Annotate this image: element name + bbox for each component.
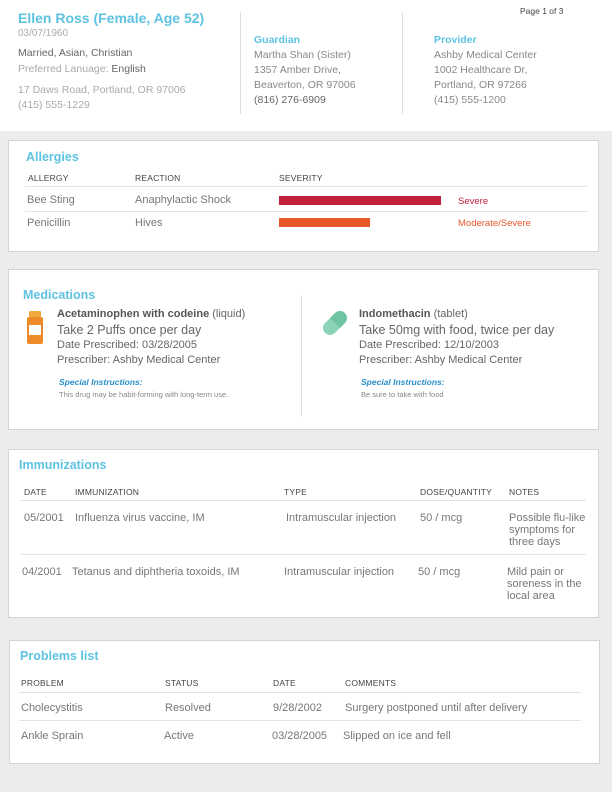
table-rule	[21, 554, 586, 555]
column-header-severity: SEVERITY	[279, 173, 323, 183]
medication-date: Date Prescribed: 03/28/2005	[57, 339, 198, 351]
immunization-name: Influenza virus vaccine, IM	[75, 512, 205, 524]
table-rule	[19, 692, 581, 693]
immunization-date: 04/2001	[22, 566, 62, 578]
provider-phone: (415) 555-1200	[434, 94, 506, 106]
language-label: Preferred Lanuage:	[18, 63, 109, 75]
immunizations-title: Immunizations	[19, 458, 107, 472]
immunization-dose: 50 / mcg	[418, 566, 461, 578]
severity-bar	[279, 196, 441, 205]
header-divider	[402, 12, 403, 114]
medications-card	[8, 269, 599, 430]
column-header-date: DATE	[273, 678, 296, 688]
immunizations-card	[8, 449, 599, 618]
severity-bar	[279, 218, 370, 227]
patient-address: 17 Daws Road, Portland, OR 97006	[18, 84, 186, 96]
immunization-name: Tetanus and diphtheria toxoids, IM	[72, 566, 240, 578]
guardian-name: Martha Shan (Sister)	[254, 49, 351, 61]
provider-city: Portland, OR 97266	[434, 79, 527, 91]
table-rule	[25, 211, 587, 212]
medication-divider	[301, 295, 302, 417]
column-header-notes: NOTES	[509, 487, 540, 497]
allergy-name: Bee Sting	[27, 194, 75, 206]
allergies-title: Allergies	[26, 150, 79, 164]
problem-name: Cholecystitis	[21, 702, 83, 714]
column-header-status: STATUS	[165, 678, 199, 688]
immunization-date: 05/2001	[24, 512, 64, 524]
guardian-city: Beaverton, OR 97006	[254, 79, 356, 91]
problem-date: 03/28/2005	[272, 730, 328, 742]
problems-card	[9, 640, 600, 764]
problems-title: Problems list	[20, 649, 99, 663]
column-header-date: DATE	[24, 487, 47, 497]
medication-dose: Take 2 Puffs once per day	[57, 323, 202, 337]
special-instructions-label: Special Instructions:	[361, 377, 445, 387]
medication-name: Acetaminophen with codeine (liquid)	[57, 308, 246, 320]
medication-prescriber: Prescriber: Ashby Medical Center	[57, 354, 221, 366]
immunization-notes: Possible flu-like symptoms for three days	[509, 512, 586, 548]
problem-comments: Surgery postponed until after delivery	[345, 702, 528, 714]
problem-date: 9/28/2002	[273, 702, 322, 714]
guardian-street: 1357 Amber Drive,	[254, 64, 341, 76]
provider-heading: Provider	[434, 34, 477, 46]
medication-prescriber: Prescriber: Ashby Medical Center	[359, 354, 523, 366]
liquid-bottle-icon	[26, 311, 44, 345]
special-instructions-label: Special Instructions:	[59, 377, 143, 387]
column-header-type: TYPE	[284, 487, 308, 497]
medication-dose: Take 50mg with food, twice per day	[359, 323, 555, 337]
language-value: English	[111, 63, 146, 75]
column-header-immunization: IMMUNIZATION	[75, 487, 140, 497]
severity-label: Severe	[458, 196, 489, 207]
header-divider	[240, 12, 241, 114]
allergy-reaction: Anaphylactic Shock	[135, 194, 231, 206]
column-header-problem: PROBLEM	[21, 678, 64, 688]
medication-date: Date Prescribed: 12/10/2003	[359, 339, 500, 351]
patient-phone: (415) 555-1229	[18, 99, 90, 111]
problem-status: Active	[164, 730, 194, 742]
immunization-type: Intramuscular injection	[286, 512, 397, 524]
guardian-heading: Guardian	[254, 34, 301, 46]
problem-comments: Slipped on ice and fell	[343, 730, 451, 742]
table-rule	[19, 720, 581, 721]
allergy-reaction: Hives	[135, 217, 163, 229]
special-instructions-text: This drug may be habit-forming with long-term use.	[59, 390, 229, 399]
immunization-notes: Mild pain or soreness in the local area	[507, 566, 582, 602]
immunization-type: Intramuscular injection	[284, 566, 395, 578]
column-header-reaction: REACTION	[135, 173, 181, 183]
provider-name: Ashby Medical Center	[434, 49, 537, 61]
severity-label: Moderate/Severe	[458, 218, 531, 229]
provider-street: 1002 Healthcare Dr,	[434, 64, 528, 76]
column-header-allergy: ALLERGY	[28, 173, 69, 183]
problem-name: Ankle Sprain	[21, 730, 84, 742]
medication-name: Indomethacin (tablet)	[359, 308, 468, 320]
table-rule	[21, 500, 586, 501]
special-instructions-text: Be sure to take with food	[361, 390, 444, 399]
allergy-name: Penicillin	[27, 217, 71, 229]
page-number: Page 1 of 3	[520, 6, 564, 16]
column-header-dose: DOSE/QUANTITY	[420, 487, 493, 497]
patient-header	[0, 0, 612, 131]
guardian-phone: (816) 276-6909	[254, 94, 326, 106]
patient-name: Ellen Ross (Female, Age 52)	[18, 10, 205, 26]
allergies-card	[8, 140, 599, 252]
preferred-language	[18, 63, 146, 75]
medications-title: Medications	[23, 288, 96, 302]
column-header-comments: COMMENTS	[345, 678, 397, 688]
capsule-icon	[318, 306, 352, 340]
immunization-dose: 50 / mcg	[420, 512, 463, 524]
table-rule	[25, 186, 587, 187]
patient-dob: 03/07/1960	[18, 28, 69, 39]
problem-status: Resolved	[165, 702, 211, 714]
patient-demographics: Married, Asian, Christian	[18, 47, 133, 59]
